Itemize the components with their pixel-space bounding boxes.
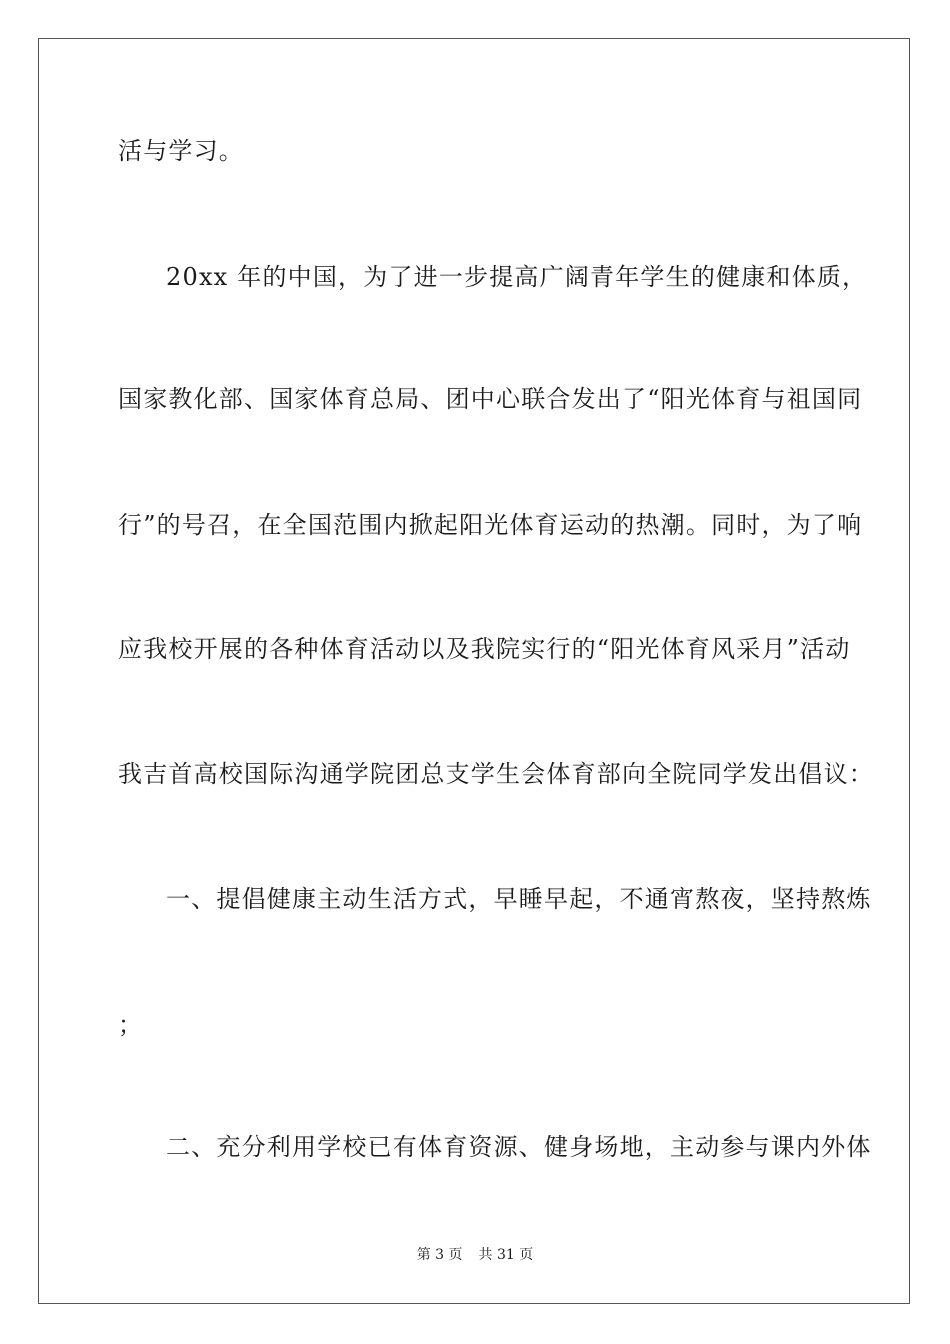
page-border — [38, 38, 910, 1304]
text-line-3: 国家教化部、国家体育总局、团中心联合发出了“阳光体育与祖国同 — [118, 385, 863, 413]
text-line-9: 二、充分利用学校已有体育资源、健身场地，主动参与课内外体 — [166, 1133, 872, 1161]
text-line-2: 20xx 年的中国，为了进一步提高广阔青年学生的健康和体质， — [166, 263, 868, 291]
text-line-6: 我吉首高校国际沟通学院团总支学生会体育部向全院同学发出倡议： — [118, 760, 874, 788]
text-line-7: 一、提倡健康主动生活方式，早睡早起，不通宵熬夜，坚持熬炼 — [166, 885, 872, 913]
page-total: 共 31 页 — [478, 1247, 534, 1263]
text-line-1: 活与学习。 — [118, 137, 244, 165]
page-footer — [0, 1246, 950, 1264]
text-line-4: 行”的号召，在全国范围内掀起阳光体育运动的热潮。同时，为了响 — [118, 511, 863, 539]
text-line-5: 应我校开展的各种体育活动以及我院实行的“阳光体育风采月”活动 — [118, 635, 851, 663]
text-line-8: ； — [118, 1011, 144, 1039]
page-number: 第 3 页 — [416, 1247, 463, 1263]
